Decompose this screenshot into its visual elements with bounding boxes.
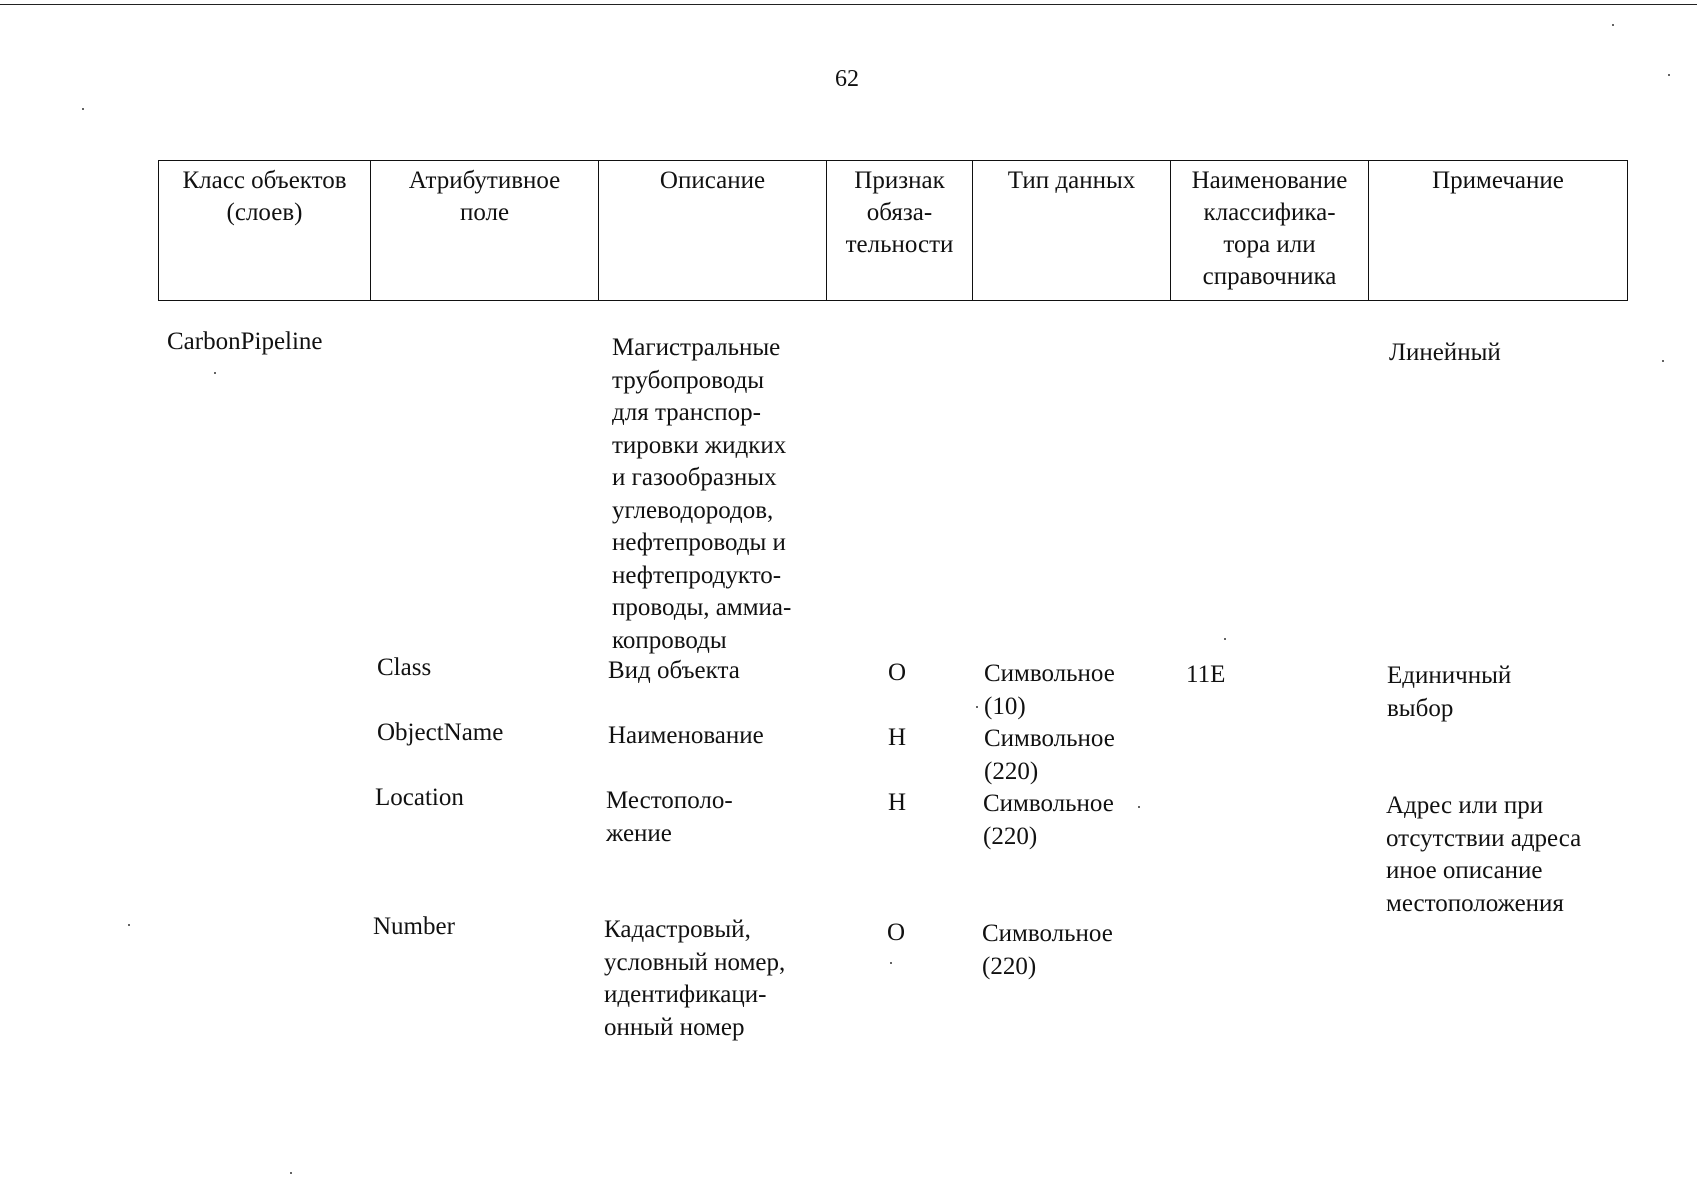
top-border-line xyxy=(0,4,1697,5)
scan-speck xyxy=(82,108,84,110)
header-classifier: Наименование классифика- тора или справочника xyxy=(1171,161,1369,300)
scan-speck xyxy=(128,924,130,926)
class-note: Линейный xyxy=(1389,339,1501,366)
header-data-type: Тип данных xyxy=(973,161,1171,300)
field-name: Location xyxy=(375,784,464,811)
field-note: Адрес или при отсутствии адреса иное описание местоположения xyxy=(1386,792,1582,917)
header-note: Примечание xyxy=(1432,167,1564,194)
header-required: Признак обяза- тельности xyxy=(827,161,973,300)
field-type: Символьное (220) xyxy=(984,725,1115,785)
scan-speck xyxy=(1138,806,1140,808)
field-description: Вид объекта xyxy=(608,657,740,684)
field-required: Н xyxy=(888,789,907,816)
field-name: Number xyxy=(373,913,455,940)
field-name: ObjectName xyxy=(377,719,504,746)
field-description: Местополо- жение xyxy=(606,787,733,847)
field-description: Кадастровый, условный номер, идентификаци- онный номер xyxy=(604,916,786,1041)
scan-speck xyxy=(890,962,892,964)
field-required: О xyxy=(887,919,906,946)
scan-speck xyxy=(1662,360,1664,362)
field-note: Единичный выбор xyxy=(1387,662,1512,722)
field-type: Символьное (220) xyxy=(982,920,1113,980)
header-attribute-field: Атрибутивное поле xyxy=(371,161,599,300)
scan-speck xyxy=(1612,24,1614,26)
scan-speck xyxy=(1224,638,1226,640)
scan-speck xyxy=(976,706,978,708)
header-class: Класс объектов (слоев) xyxy=(159,161,371,300)
field-name: Class xyxy=(377,654,432,681)
page-number: 62 xyxy=(835,66,859,92)
field-type: Символьное (220) xyxy=(983,790,1114,850)
header-description: Описание xyxy=(599,161,827,300)
class-name: CarbonPipeline xyxy=(167,328,323,355)
field-classifier: 11E xyxy=(1186,661,1226,688)
field-type: Символьное (10) xyxy=(984,660,1115,720)
scan-speck xyxy=(290,1172,292,1174)
table-header xyxy=(158,160,1628,301)
field-description: Наименование xyxy=(608,722,764,749)
class-description: Магистральные трубопроводы для транспор- тировки жидких и газообразных углеводородов, нефтепроводы и нефтепродукто- проводы, аммиа- копроводы xyxy=(612,334,792,654)
field-required: Н xyxy=(888,724,907,751)
field-required: О xyxy=(888,659,907,686)
scan-speck xyxy=(214,372,216,374)
scan-speck xyxy=(1668,74,1670,76)
